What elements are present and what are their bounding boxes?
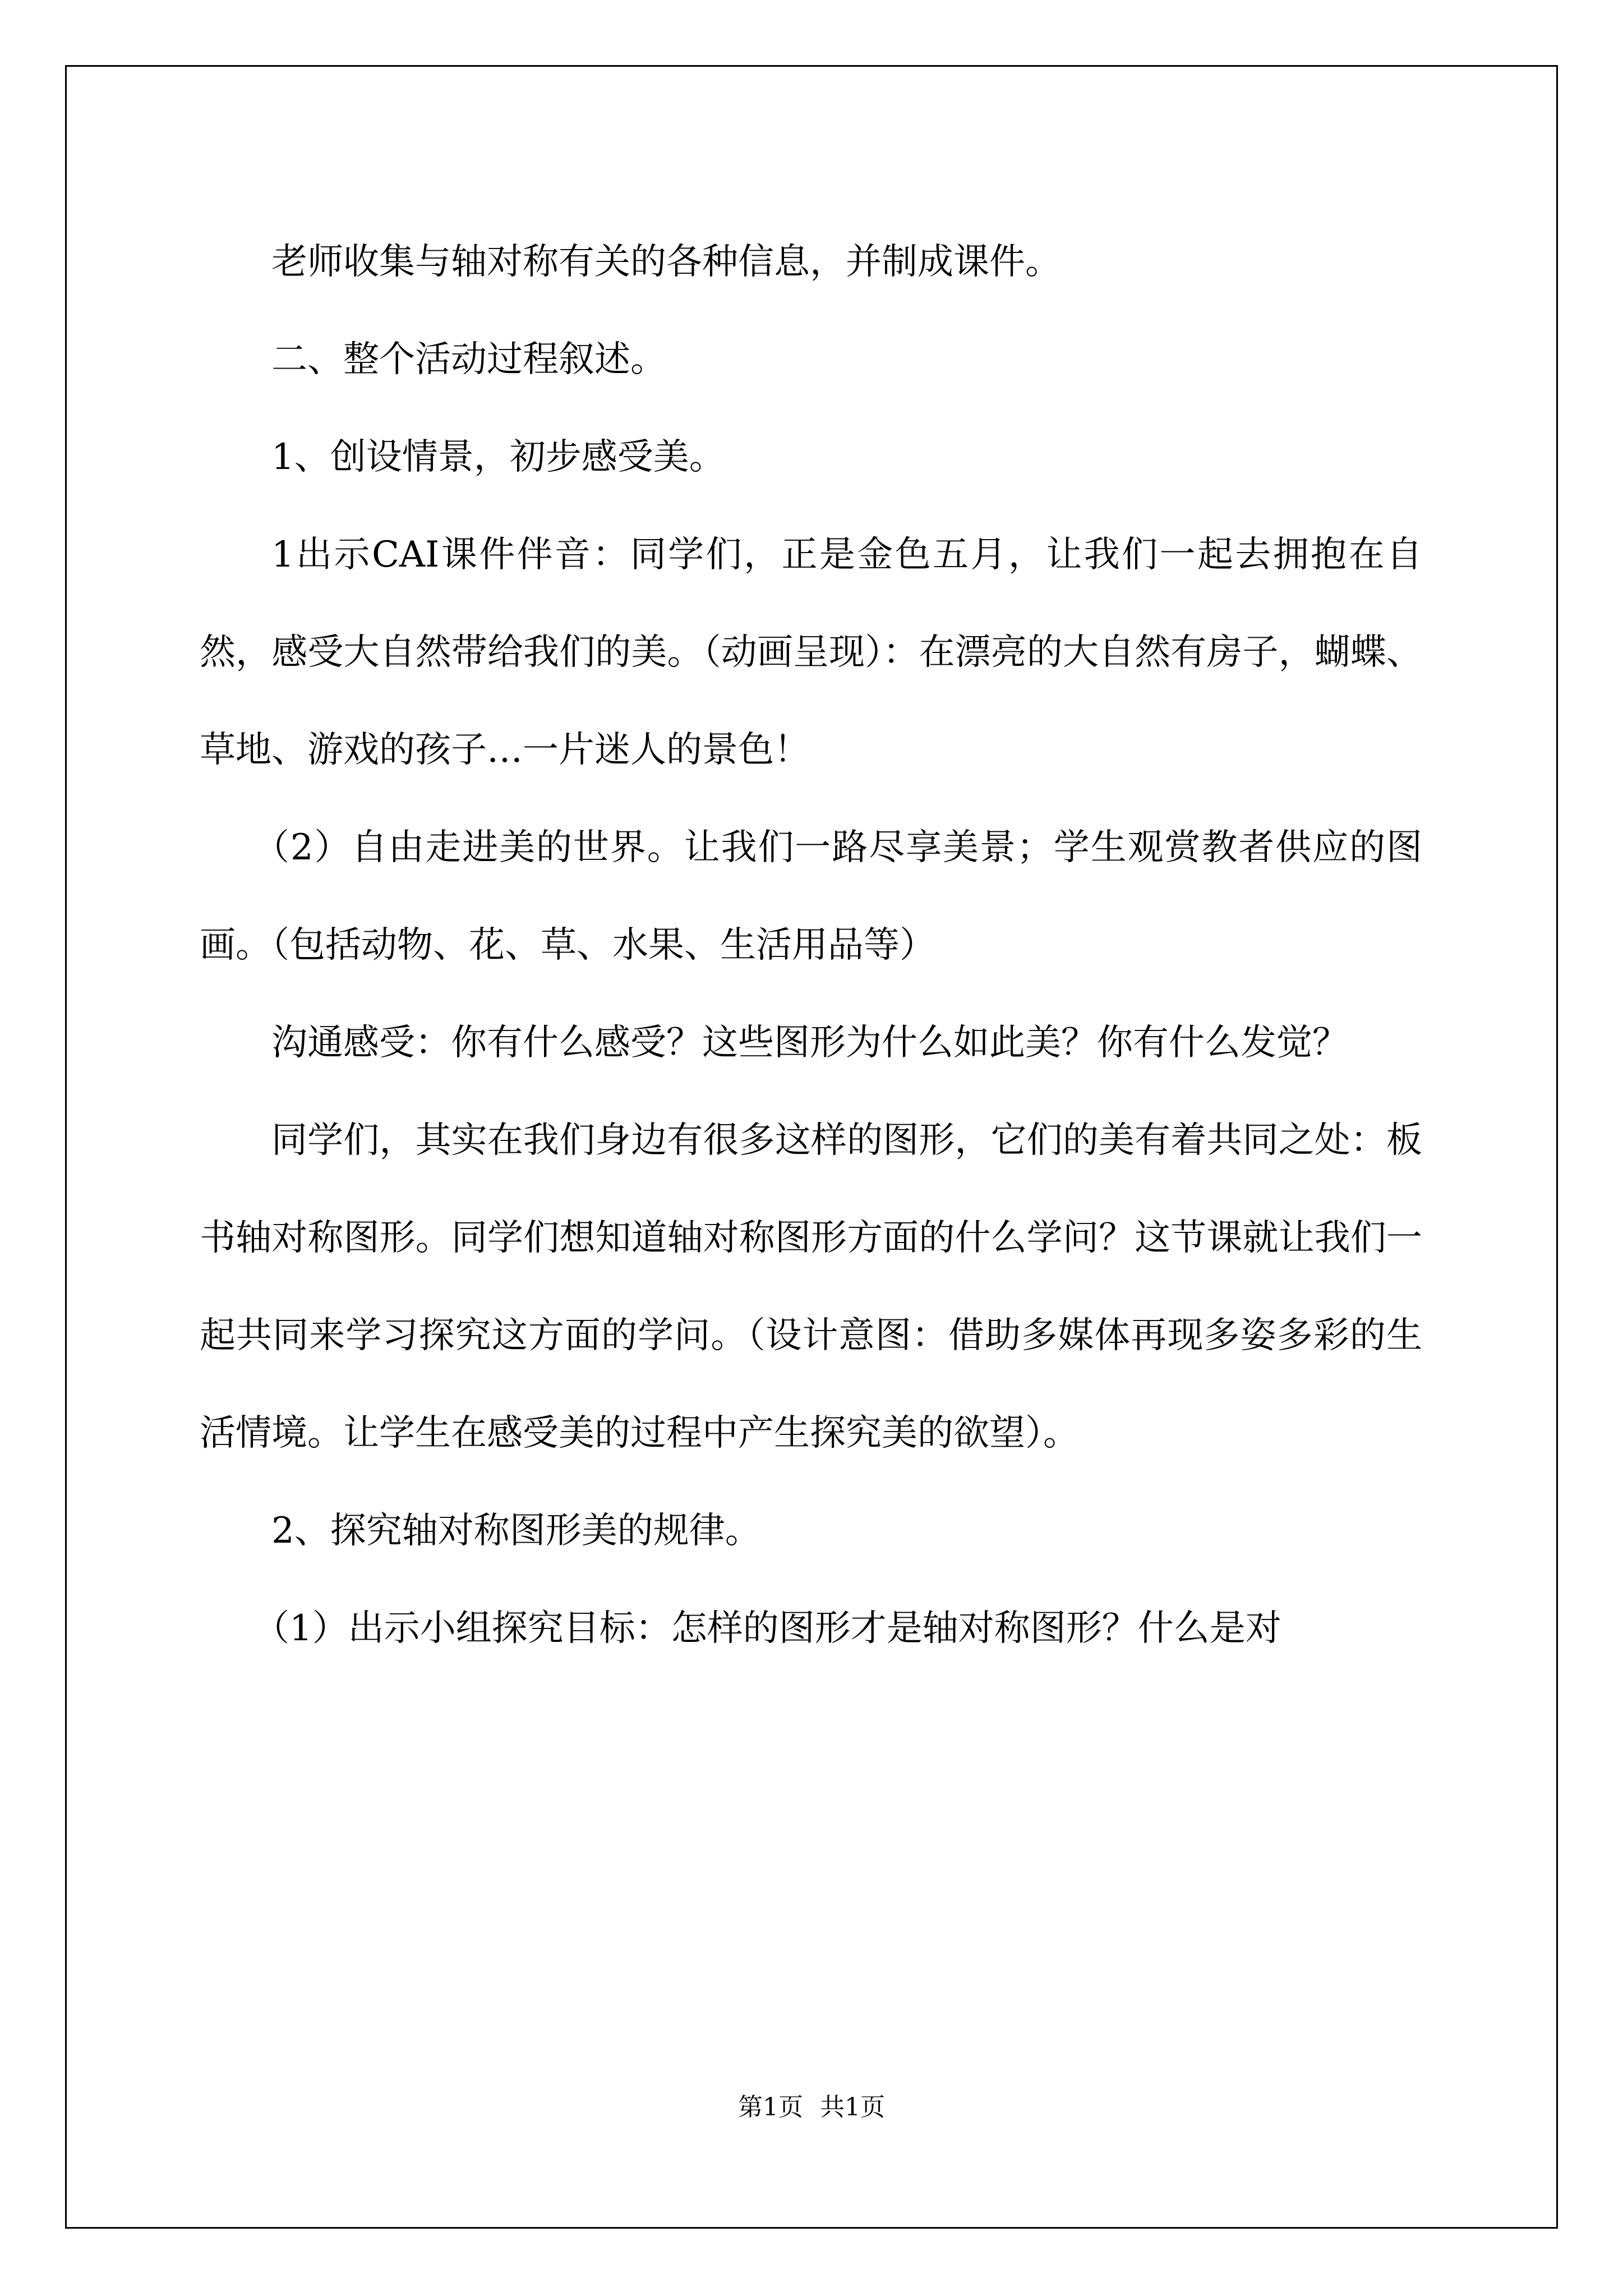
page-total: 共1页 — [820, 2093, 885, 2122]
paragraph: 二、整个活动过程叙述。 — [271, 339, 666, 380]
document-body — [200, 213, 1422, 1677]
page-footer — [0, 2087, 1623, 2123]
paragraph: （1）出示小组探究目标：怎样的图形才是轴对称图形？什么是对 — [253, 1608, 1281, 1649]
page-number: 第1页 — [738, 2093, 803, 2122]
paragraph: 老师收集与轴对称有关的各种信息，并制成课件。 — [271, 241, 1061, 283]
paragraph: 2、探究轴对称图形美的规律。 — [271, 1510, 761, 1552]
paragraph: 1出示CAI课件伴音：同学们，正是金色五月，让我们一起去拥抱在自然，感受大自然带给我们的美。（动画呈现）：在漂亮的大自然有房子，蝴蝶、草地、游戏的孩子…一片迷人的景色！ — [200, 534, 1422, 771]
paragraph: 1、创设情景，初步感受美。 — [271, 436, 725, 478]
paragraph: 沟通感受：你有什么感受？这些图形为什么如此美？你有什么发觉？ — [271, 1022, 1348, 1064]
paragraph: （2）自由走进美的世界。让我们一路尽享美景；学生观赏教者供应的图画。（包括动物、花、草、水果、生活用品等） — [200, 827, 1422, 966]
paragraph: 同学们，其实在我们身边有很多这样的图形，它们的美有着共同之处：板书轴对称图形。同学们想知道轴对称图形方面的什么学问？这节课就让我们一起共同来学习探究这方面的学问。（设计意图：借助多媒体再现多姿多彩的生活情境。让学生在感受美的过程中产生探究美的欲望）。 — [200, 1120, 1422, 1454]
